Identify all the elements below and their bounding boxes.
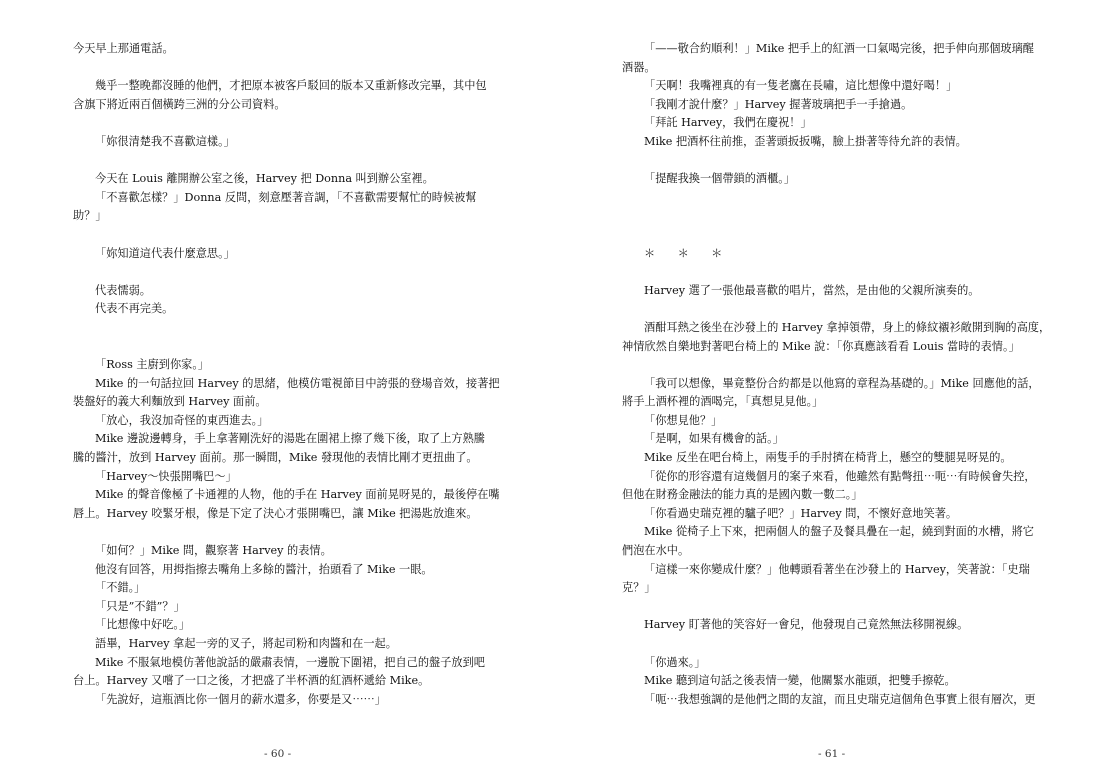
text-line: 「天啊！我嘴裡真的有一隻老鷹在長嘯，這比想像中還好喝！」: [644, 79, 958, 93]
text-line: 「你過來。」: [644, 655, 706, 669]
text-line: Mike 邊說邊轉身，手上拿著剛洗好的湯匙在圍裙上擦了幾下後，取了上方熟騰: [95, 432, 485, 446]
blank-line: [622, 635, 1040, 654]
text-line: 唇上。Harvey 咬緊牙根，像是下定了決心才張開嘴巴，讓 Mike 把湯匙放進來。: [73, 506, 478, 520]
text-line: 「放心，我沒加奇怪的東西進去。」: [95, 413, 269, 427]
text-line: 「提醒我換一個帶鎖的酒櫃。」: [644, 172, 796, 186]
text-line: 裝盤好的義大利麵放到 Harvey 面前。: [73, 395, 267, 409]
blank-line: [622, 226, 1040, 245]
text-line: 「拜託 Harvey，我們在慶祝！」: [644, 116, 812, 130]
text-line: 騰的醬汁，放到 Harvey 面前。那一瞬間，Mike 發現他的表情比剛才更扭曲了。: [73, 451, 478, 465]
text-line: Harvey 選了一張他最喜歡的唱片，當然，是由他的父親所演奏的。: [644, 283, 980, 297]
text-line: Mike 反坐在吧台椅上，兩隻手的手肘擠在椅背上，懸空的雙腿晃呀晃的。: [644, 451, 1012, 465]
text-line: 語畢，Harvey 拿起一旁的叉子，將起司粉和肉醬和在一起。: [95, 637, 397, 650]
text-line: Mike 聽到這句話之後表情一變，他關緊水龍頭，把雙手擦乾。: [644, 674, 956, 688]
blank-line: [622, 207, 1040, 226]
blank-line: [622, 263, 1040, 282]
text-line: 「是啊，如果有機會的話。」: [644, 432, 784, 446]
text-line: Mike 的一句話拉回 Harvey 的思緒，他模仿電視節目中誇張的登場音效，接著把: [95, 376, 500, 390]
text-line: 將手上酒杯裡的酒喝完，「真想見見他。」: [622, 395, 824, 409]
text-line: 酒器。: [622, 60, 656, 74]
text-line: 「我剛才說什麼？」Harvey 握著玻璃把手一手搶過。: [644, 97, 913, 111]
text-line: 但他在財務金融法的能力真的是國內數一數二。」: [622, 488, 863, 502]
text-line: 克？」: [622, 581, 656, 595]
text-line: Mike 從椅子上下來，把兩個人的盤子及餐具疊在一起，繞到對面的水槽，將它: [644, 525, 1034, 539]
text-line: 「先說好，這瓶酒比你一個月的薪水還多，你要是又⋯⋯」: [95, 692, 386, 706]
text-line: 「——敬合約順利！」Mike 把手上的紅酒一口氣喝完後，把手伸向那個玻璃醒: [644, 42, 1034, 55]
text-line: 「Ross 主廚到你家。」: [95, 358, 210, 372]
text-line: 助？」: [73, 209, 107, 223]
blank-line: [73, 59, 491, 78]
text-line: 「妳很清楚我不喜歡這樣。」: [95, 134, 235, 148]
blank-line: [622, 598, 1040, 617]
page-right: [622, 40, 1051, 709]
text-line: Mike 把酒杯往前推，歪著頭扳扳嘴，臉上掛著等待允許的表情。: [644, 134, 967, 148]
text-line: 台上。Harvey 又嚐了一口之後，才把盛了半杯酒的紅酒杯遞給 Mike。: [73, 674, 430, 688]
blank-line: [73, 319, 491, 338]
blank-line: [622, 300, 1040, 319]
blank-line: [73, 523, 491, 542]
page-number-left: - 60 -: [264, 748, 292, 760]
text-line: 含旗下將近兩百個橫跨三洲的分公司資料。: [73, 97, 286, 111]
text-line: 神情欣然自樂地對著吧台椅上的 Mike 說：「你真應該看看 Louis 當時的表情。」: [622, 339, 1020, 353]
text-line: 們泡在水中。: [622, 544, 690, 558]
blank-line: [73, 152, 491, 171]
text-line: 他沒有回答，用拇指擦去嘴角上多餘的醬汁，抬頭看了 Mike 一眼。: [95, 562, 433, 576]
scene-break: ＊ ＊ ＊: [644, 246, 723, 260]
text-line: Mike 不服氣地模仿著他說話的嚴肅表情，一邊脫下圍裙，把自己的盤子放到吧: [95, 655, 485, 669]
blank-line: [73, 263, 491, 282]
text-line: 「比想像中好吃。」: [95, 618, 191, 632]
text-line: 「從你的形容還有這幾個月的案子來看，他雖然有點彆扭⋯呃⋯有時候會失控，: [644, 469, 1036, 483]
blank-line: [622, 189, 1040, 208]
blank-line: [73, 338, 491, 357]
blank-line: [622, 152, 1040, 171]
text-line: 「如何？」Mike 問，觀察著 Harvey 的表情。: [95, 544, 332, 558]
page-number-right: - 61 -: [818, 748, 846, 760]
text-line: 今天在 Louis 離開辦公室之後，Harvey 把 Donna 叫到辦公室裡。: [95, 172, 434, 186]
text-line: 「不喜歡怎樣？」Donna 反問，刻意壓著音調，「不喜歡需要幫忙的時候被幫: [95, 190, 477, 204]
text-line: 「我可以想像，畢竟整份合約都是以他寫的章程為基礎的。」Mike 回應他的話，: [644, 376, 1040, 390]
text-line: 「這樣一來你變成什麼？」他轉頭看著坐在沙發上的 Harvey，笑著說：「史瑞: [644, 562, 1030, 576]
blank-line: [73, 114, 491, 133]
text-line: 今天早上那通電話。: [73, 42, 174, 55]
text-line: 代表不再完美。: [95, 302, 174, 316]
text-line: 幾乎一整晚都沒睡的他們，才把原本被客戶駁回的版本又重新修改完畢，其中包: [95, 79, 487, 93]
page-left: [73, 40, 500, 709]
text-line: 「Harvey～快張開嘴巴～」: [95, 469, 237, 483]
text-line: 酒酣耳熱之後坐在沙發上的 Harvey 拿掉領帶，身上的條紋襯衫敞開到胸的高度，: [644, 320, 1051, 334]
text-line: Harvey 盯著他的笑容好一會兒，他發現自己竟然無法移開視線。: [644, 618, 969, 632]
text-line: 「不錯。」: [95, 581, 146, 595]
blank-line: [622, 356, 1040, 375]
text-line: 「你看過史瑞克裡的驢子吧？」Harvey 問，不懷好意地笑著。: [644, 506, 958, 520]
text-line: 「呃⋯我想強調的是他們之間的友誼，而且史瑞克這個角色事實上很有層次，更: [644, 692, 1036, 706]
blank-line: [73, 226, 491, 245]
text-line: 「妳知道這代表什麼意思。」: [95, 246, 235, 260]
text-line: Mike 的聲音像極了卡通裡的人物，他的手在 Harvey 面前晃呀晃的，最後停在嘴: [95, 488, 500, 502]
text-line: 「只是”不錯”？」: [95, 599, 185, 613]
text-line: 代表懦弱。: [95, 283, 151, 297]
text-line: 「你想見他？」: [644, 413, 723, 427]
